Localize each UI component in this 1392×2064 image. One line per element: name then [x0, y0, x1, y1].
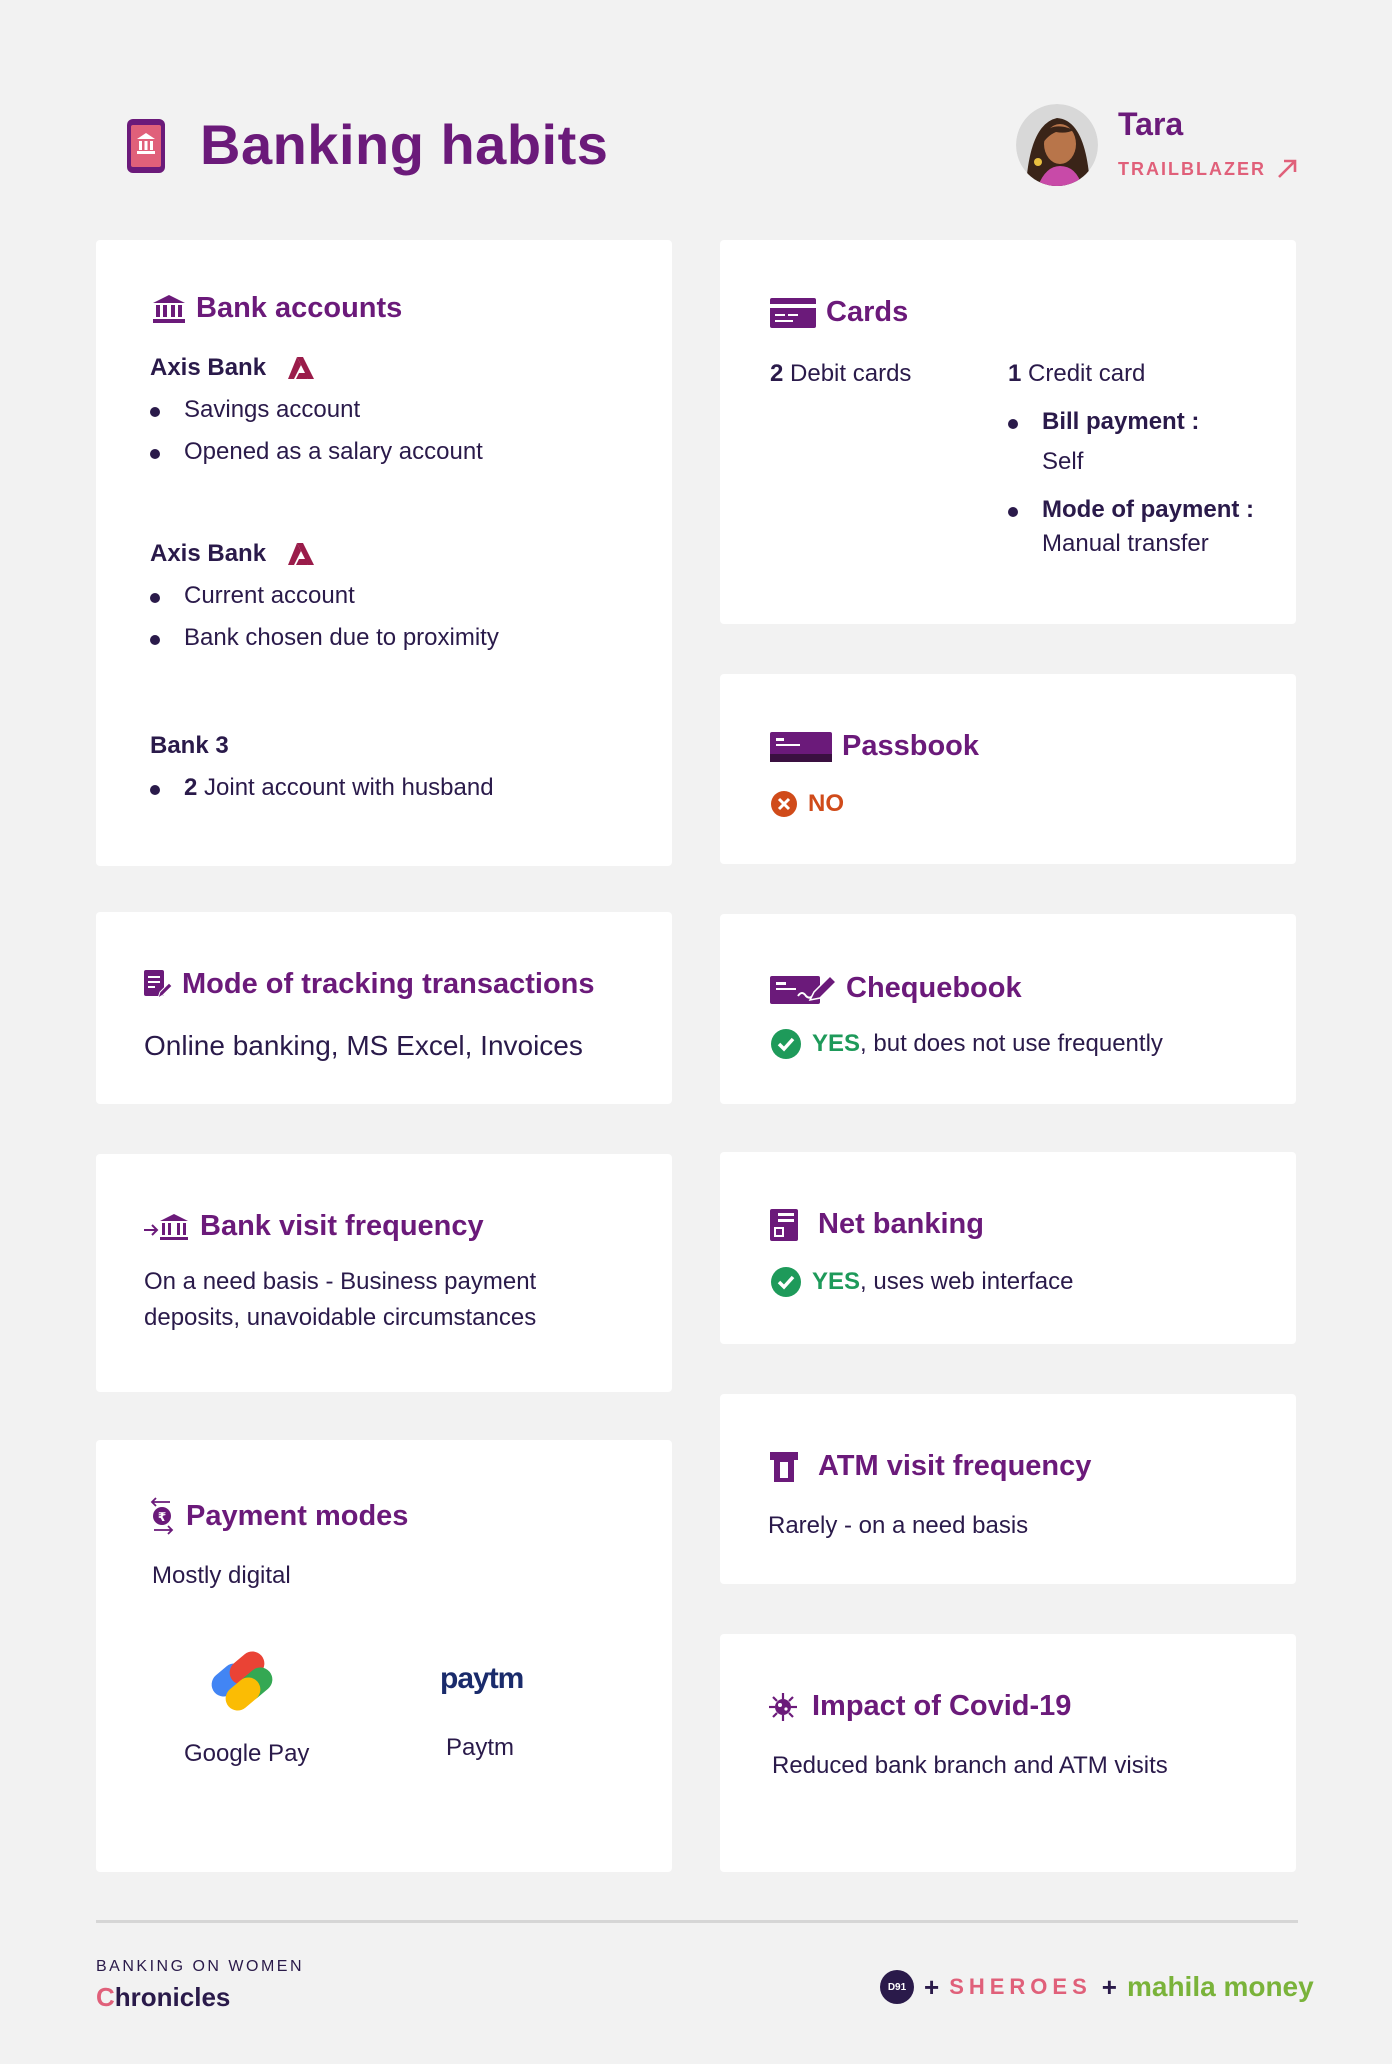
credit-count: 1	[1008, 360, 1022, 387]
bank-visit-card	[96, 1154, 672, 1392]
bank-accounts-card	[96, 240, 672, 866]
bank1-item: Opened as a salary account	[150, 438, 483, 466]
bank-icon	[152, 294, 186, 324]
bill-payment-value: Self	[1042, 448, 1084, 475]
bank3-item	[150, 774, 494, 802]
bank1-name-row	[150, 354, 314, 382]
credit-label: Credit card	[1028, 360, 1146, 387]
passbook-title: Passbook	[770, 730, 979, 763]
bank1-item: Savings account	[150, 396, 360, 424]
user-name: Tara	[1118, 106, 1184, 142]
payment-modes-value: Mostly digital	[152, 1562, 291, 1589]
bank-visit-line2: deposits, unavoidable circumstances	[144, 1304, 537, 1331]
net-banking-status	[770, 1266, 1073, 1298]
virus-icon	[768, 1692, 798, 1722]
tracking-title: Mode of tracking transactions	[144, 968, 595, 1001]
bank-visit-line1: On a need basis - Business payment	[144, 1268, 537, 1295]
d91-logo-icon: D91	[880, 1970, 914, 2004]
bank-accounts-title: Bank accounts	[152, 292, 402, 325]
atm-value: Rarely - on a need basis	[768, 1512, 1029, 1539]
bank3-item-label: Joint account with husband	[204, 774, 494, 801]
partner-logos	[880, 1970, 1314, 2004]
plus-sign: +	[1101, 1971, 1117, 2002]
credit-cards	[1008, 360, 1145, 388]
edit-document-icon	[144, 970, 172, 1000]
bill-payment-label: Bill payment :	[1008, 408, 1199, 436]
debit-cards	[770, 360, 911, 388]
passbook-card	[720, 674, 1296, 864]
paytm-logo-icon: paytm	[440, 1662, 524, 1695]
bank3-count: 2	[184, 774, 198, 801]
chequebook-card	[720, 914, 1296, 1104]
user-tag-label: TRAILBLAZER	[1118, 158, 1266, 179]
debit-label: Debit cards	[790, 360, 912, 387]
bank-phone-icon	[126, 118, 166, 174]
svg-text:₹: ₹	[157, 1510, 167, 1524]
bank-enter-icon	[144, 1212, 190, 1242]
series-name: Chronicles	[96, 1982, 231, 2012]
footer-divider	[96, 1920, 1298, 1923]
passbook-status: NO	[770, 790, 844, 818]
chequebook-status	[770, 1028, 1163, 1060]
net-banking-card	[720, 1152, 1296, 1344]
net-banking-detail: , uses web interface	[860, 1268, 1074, 1295]
page-title: Banking habits	[200, 113, 609, 176]
mahila-money-logo: mahila money	[1126, 1971, 1314, 2002]
axis-bank-logo-icon	[288, 357, 314, 379]
bank-visit-title: Bank visit frequency	[144, 1210, 484, 1243]
google-pay-logo-icon	[206, 1648, 282, 1717]
net-banking-status-value: YES	[812, 1268, 861, 1295]
passbook-icon	[770, 732, 832, 762]
atm-card	[720, 1394, 1296, 1584]
bank2-name: Axis Bank	[150, 540, 267, 567]
arrow-up-right-icon	[1276, 158, 1298, 180]
cheque-icon	[770, 974, 836, 1004]
check-circle-icon	[770, 1028, 802, 1060]
user-tag-link[interactable]	[1118, 158, 1298, 180]
payment-modes-title: ₹ Payment modes	[150, 1496, 408, 1536]
atm-title: ATM visit frequency	[770, 1450, 1091, 1483]
atm-icon	[770, 1452, 798, 1482]
check-circle-icon	[770, 1266, 802, 1298]
tracking-card	[96, 912, 672, 1104]
axis-bank-logo-icon	[288, 543, 314, 565]
bank3-name: Bank 3	[150, 732, 229, 759]
covid-title: Impact of Covid-19	[768, 1690, 1071, 1723]
chequebook-detail: , but does not use frequently	[860, 1030, 1163, 1057]
plus-sign: +	[924, 1971, 940, 2002]
covid-value: Reduced bank branch and ATM visits	[772, 1752, 1168, 1779]
paytm-label: Paytm	[446, 1734, 515, 1761]
rupee-exchange-icon	[150, 1496, 176, 1536]
google-pay-label: Google Pay	[184, 1740, 310, 1767]
tracking-value: Online banking, MS Excel, Invoices	[144, 1030, 583, 1061]
cards-title: Cards	[770, 296, 908, 329]
debit-count: 2	[770, 360, 784, 387]
chequebook-title: Chequebook	[770, 972, 1022, 1005]
bank1-name: Axis Bank	[150, 354, 267, 381]
mode-of-payment-label: Mode of payment :	[1008, 496, 1254, 524]
chequebook-status-value: YES	[812, 1030, 861, 1057]
bank2-name-row	[150, 540, 314, 568]
net-banking-icon	[770, 1209, 798, 1241]
credit-card-icon	[770, 298, 816, 328]
payment-modes-card	[96, 1440, 672, 1872]
series-label: BANKING ON WOMEN	[96, 1958, 305, 1975]
net-banking-title: Net banking	[770, 1208, 984, 1241]
user-avatar	[1016, 104, 1098, 186]
covid-card	[720, 1634, 1296, 1872]
cards-card	[720, 240, 1296, 624]
mode-of-payment-value: Manual transfer	[1042, 530, 1209, 557]
cross-circle-icon	[770, 790, 798, 818]
sheroes-logo: SHEROES	[949, 1974, 1092, 1999]
bank2-item: Bank chosen due to proximity	[150, 624, 499, 652]
bank2-item: Current account	[150, 582, 355, 610]
